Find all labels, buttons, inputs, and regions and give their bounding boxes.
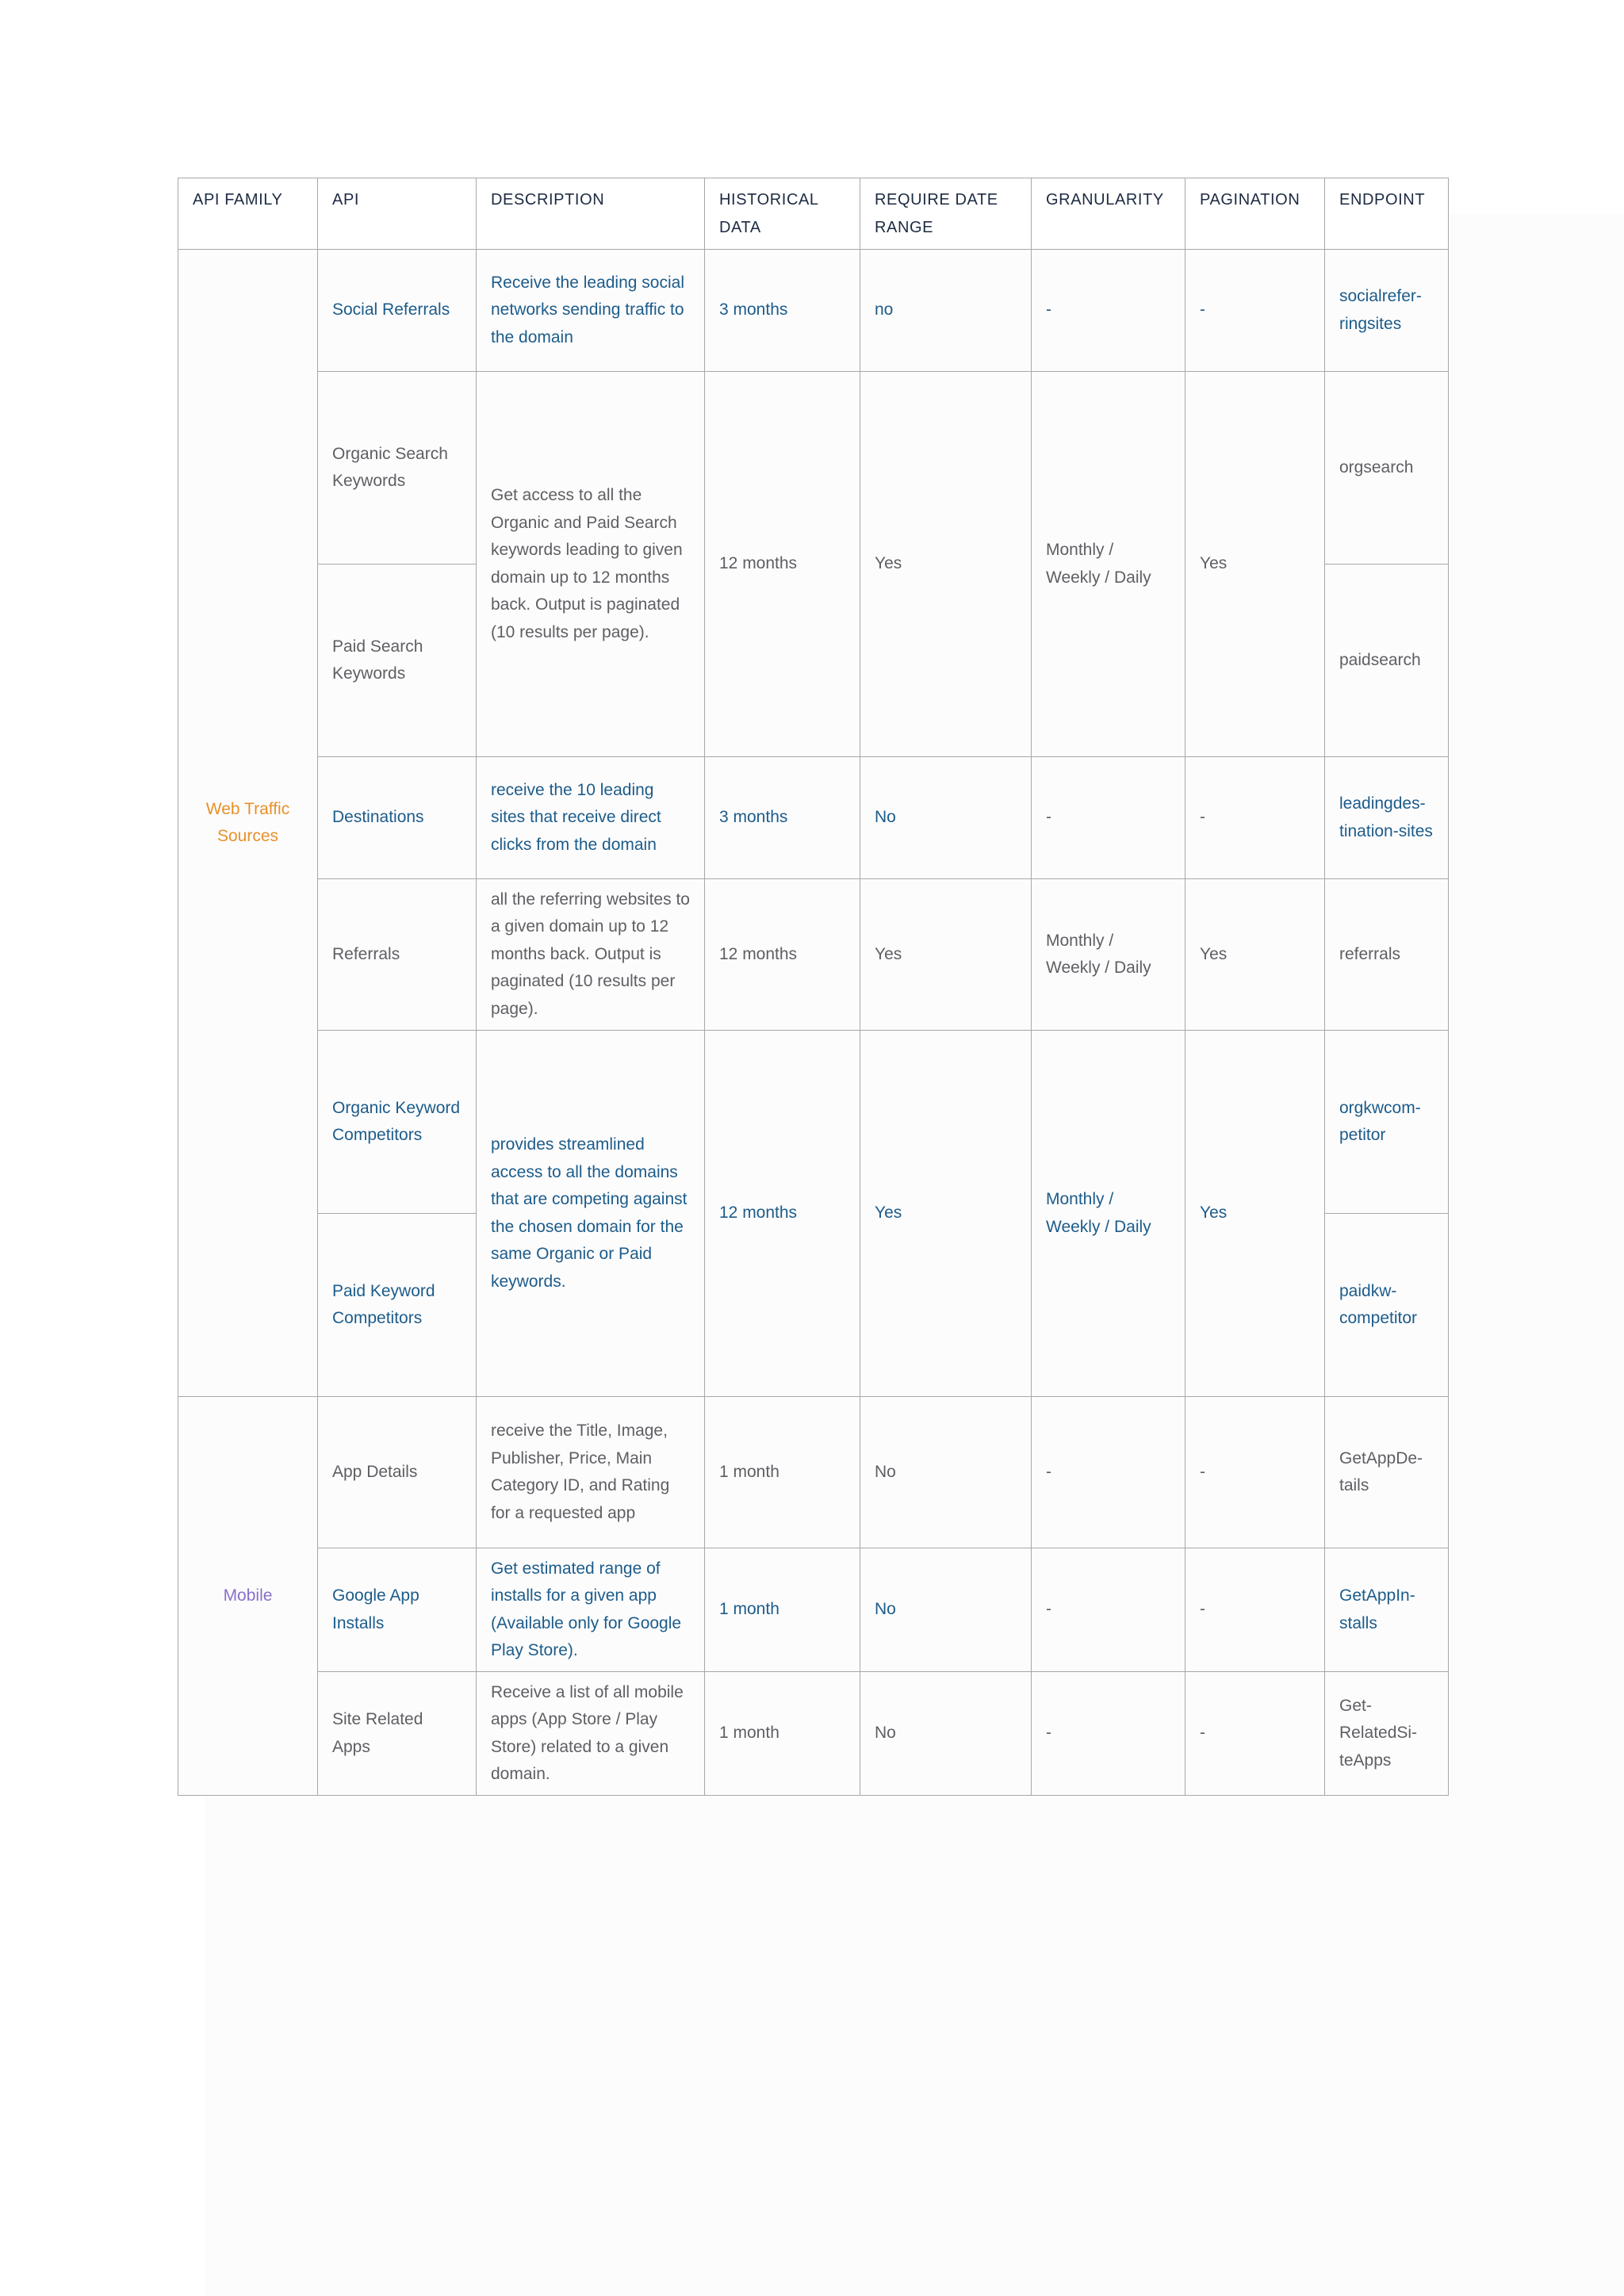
- header-pagination: PAGINATION: [1185, 178, 1325, 250]
- table-header-row: [178, 178, 1449, 250]
- api-description: receive the 10 leading sites that receive direct clicks from the domain: [477, 757, 705, 879]
- api-description: Get estimated range of installs for a given app (Available only for Google Play Store).: [477, 1548, 705, 1672]
- header-historical-data: HISTORICAL DATA: [705, 178, 860, 250]
- api-description: Get access to all the Organic and Paid Search keywords leading to given domain up to 12 months back. Output is paginated (10 results per page).: [477, 372, 705, 757]
- endpoint: GetAppDe-tails: [1325, 1397, 1449, 1548]
- historical-data: 12 months: [705, 879, 860, 1031]
- require-date-range: Yes: [860, 879, 1032, 1031]
- api-name: Social Referrals: [318, 250, 477, 372]
- header-description: DESCRIPTION: [477, 178, 705, 250]
- pagination: -: [1185, 1397, 1325, 1548]
- require-date-range: No: [860, 757, 1032, 879]
- family-mobile: Mobile: [178, 1397, 318, 1796]
- table-row-app-details: [178, 1397, 1449, 1548]
- granularity: Monthly / Weekly / Daily: [1032, 372, 1185, 757]
- historical-data: 1 month: [705, 1548, 860, 1672]
- granularity: Monthly / Weekly / Daily: [1032, 1031, 1185, 1397]
- api-name: App Details: [318, 1397, 477, 1548]
- endpoint: paidsearch: [1325, 564, 1449, 757]
- endpoint: Get-RelatedSi-teApps: [1325, 1672, 1449, 1796]
- require-date-range: No: [860, 1672, 1032, 1796]
- historical-data: 1 month: [705, 1672, 860, 1796]
- endpoint: socialrefer-ringsites: [1325, 250, 1449, 372]
- table-row-referrals: [178, 879, 1449, 1031]
- pagination: -: [1185, 1548, 1325, 1672]
- historical-data: 3 months: [705, 757, 860, 879]
- endpoint: orgsearch: [1325, 372, 1449, 564]
- require-date-range: Yes: [860, 1031, 1032, 1397]
- historical-data: 1 month: [705, 1397, 860, 1548]
- require-date-range: no: [860, 250, 1032, 372]
- api-table: [178, 178, 1449, 1796]
- header-api: API: [318, 178, 477, 250]
- historical-data: 3 months: [705, 250, 860, 372]
- api-description: provides streamlined access to all the domains that are competing against the chosen domain for the same Organic or Paid keywords.: [477, 1031, 705, 1397]
- endpoint: paidkw-competitor: [1325, 1214, 1449, 1397]
- pagination: -: [1185, 757, 1325, 879]
- table-row-organic-keyword-competitors: [178, 1031, 1449, 1214]
- endpoint: orgkwcom-petitor: [1325, 1031, 1449, 1214]
- api-name: Paid Search Keywords: [318, 564, 477, 757]
- granularity: -: [1032, 1397, 1185, 1548]
- table-row-social-referrals: [178, 250, 1449, 372]
- granularity: Monthly / Weekly / Daily: [1032, 879, 1185, 1031]
- header-granularity: GRANULARITY: [1032, 178, 1185, 250]
- granularity: -: [1032, 757, 1185, 879]
- api-name: Organic Search Keywords: [318, 372, 477, 564]
- pagination: -: [1185, 250, 1325, 372]
- table-row-google-app-installs: [178, 1548, 1449, 1672]
- api-description: Receive the leading social networks sending traffic to the domain: [477, 250, 705, 372]
- header-require-date-range: REQUIRE DATE RANGE: [860, 178, 1032, 250]
- granularity: -: [1032, 1672, 1185, 1796]
- header-api-family: API FAMILY: [178, 178, 318, 250]
- api-description: Receive a list of all mobile apps (App Store / Play Store) related to a given domain.: [477, 1672, 705, 1796]
- historical-data: 12 months: [705, 1031, 860, 1397]
- pagination: Yes: [1185, 879, 1325, 1031]
- pagination: -: [1185, 1672, 1325, 1796]
- api-name: Paid Keyword Competitors: [318, 1214, 477, 1397]
- endpoint: leadingdes-tination-sites: [1325, 757, 1449, 879]
- granularity: -: [1032, 1548, 1185, 1672]
- api-name: Site Related Apps: [318, 1672, 477, 1796]
- api-name: Destinations: [318, 757, 477, 879]
- endpoint: referrals: [1325, 879, 1449, 1031]
- api-description: receive the Title, Image, Publisher, Price, Main Category ID, and Rating for a requested app: [477, 1397, 705, 1548]
- pagination: Yes: [1185, 372, 1325, 757]
- require-date-range: No: [860, 1397, 1032, 1548]
- api-name: Referrals: [318, 879, 477, 1031]
- table-row-site-related-apps: [178, 1672, 1449, 1796]
- endpoint: GetAppIn-stalls: [1325, 1548, 1449, 1672]
- family-web-traffic-sources: Web Traffic Sources: [178, 250, 318, 1397]
- header-endpoint: ENDPOINT: [1325, 178, 1449, 250]
- table-row-destinations: [178, 757, 1449, 879]
- granularity: -: [1032, 250, 1185, 372]
- api-name: Google App Installs: [318, 1548, 477, 1672]
- api-description: all the referring websites to a given domain up to 12 months back. Output is paginated (10 results per page).: [477, 879, 705, 1031]
- api-name: Organic Keyword Competitors: [318, 1031, 477, 1214]
- table-row-organic-search-keywords: [178, 372, 1449, 564]
- require-date-range: No: [860, 1548, 1032, 1672]
- pagination: Yes: [1185, 1031, 1325, 1397]
- require-date-range: Yes: [860, 372, 1032, 757]
- historical-data: 12 months: [705, 372, 860, 757]
